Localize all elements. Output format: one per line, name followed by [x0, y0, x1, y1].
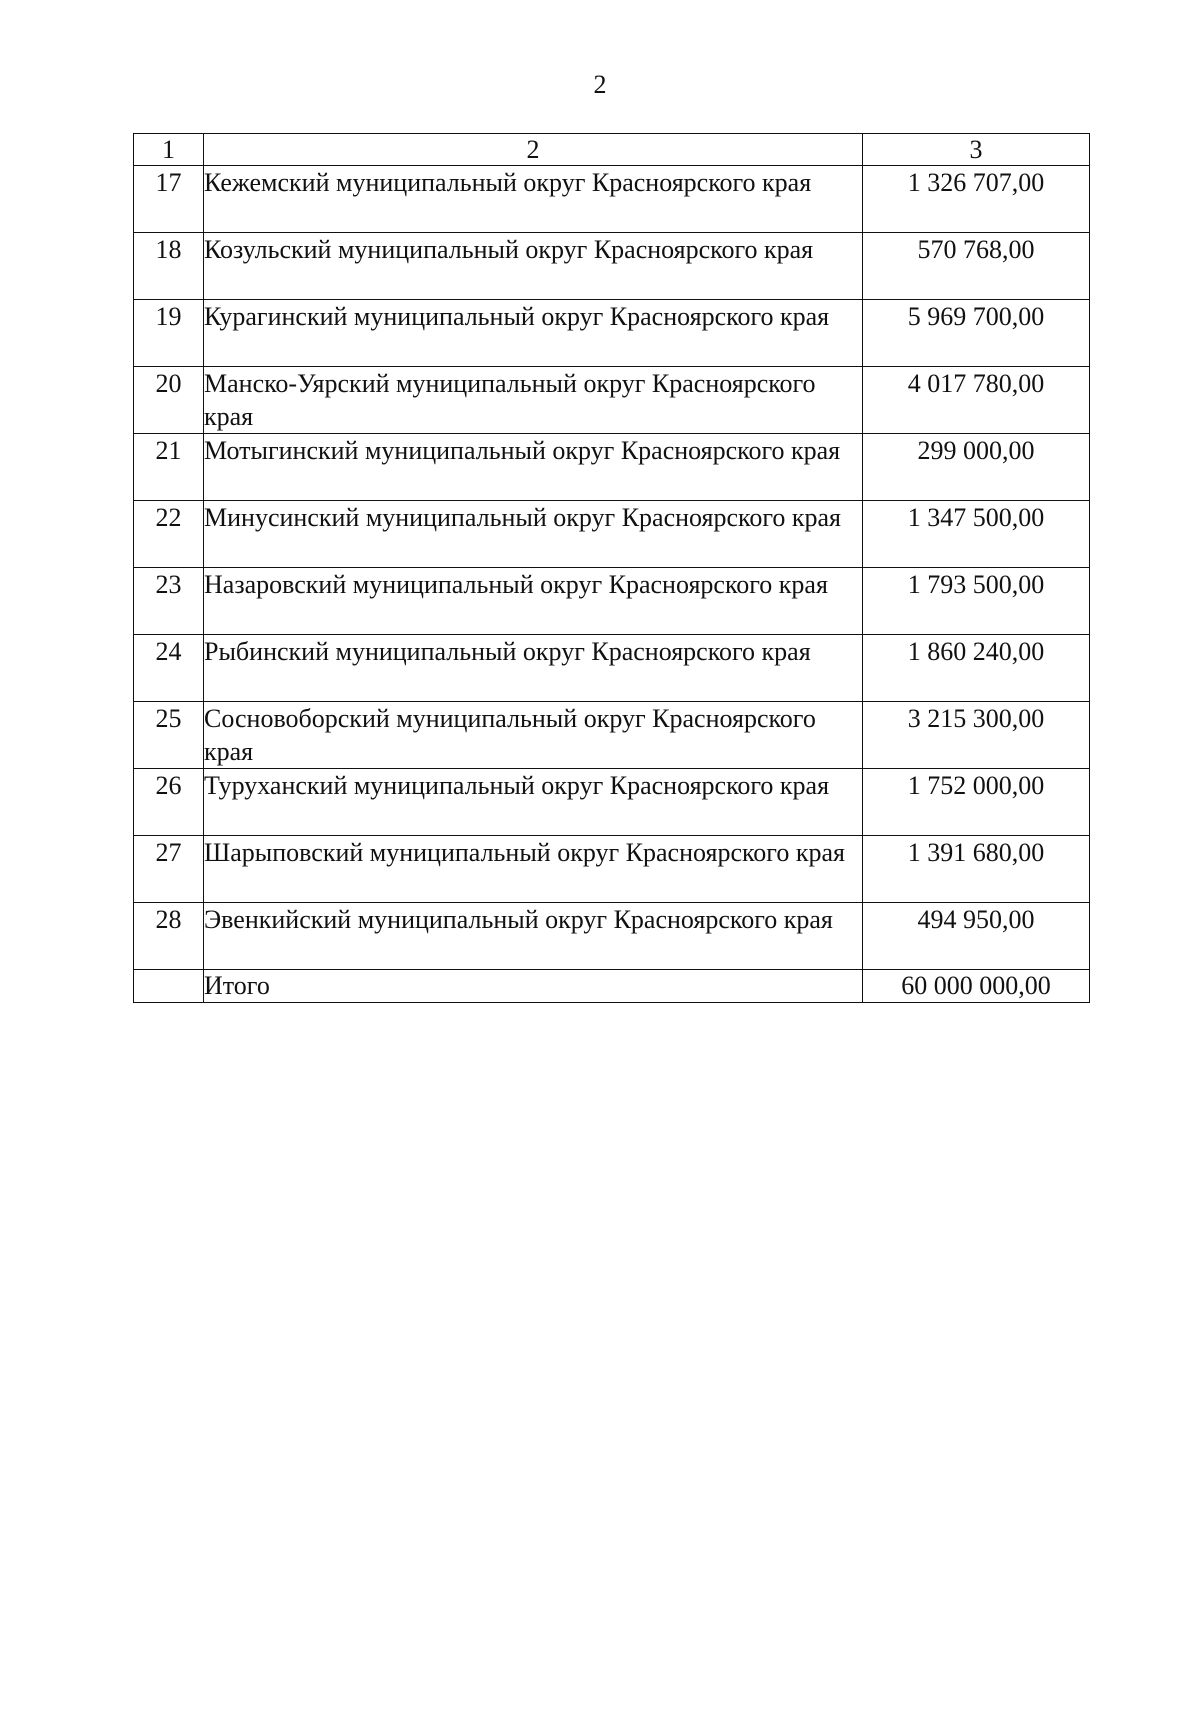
row-sum: 570 768,00 [863, 233, 1090, 300]
row-name: Шарыповский муниципальный округ Красноярского края [204, 836, 863, 903]
row-sum: 494 950,00 [863, 903, 1090, 970]
row-sum: 1 793 500,00 [863, 568, 1090, 635]
table-body [134, 134, 1090, 1003]
row-name: Назаровский муниципальный округ Красноярского края [204, 568, 863, 635]
row-number: 25 [134, 702, 204, 769]
column-sum-header: 3 [863, 134, 1090, 166]
row-number: 22 [134, 501, 204, 568]
row-name: Эвенкийский муниципальный округ Красноярского края [204, 903, 863, 970]
table-row [134, 233, 1090, 300]
table-row [134, 434, 1090, 501]
row-number: 26 [134, 769, 204, 836]
row-sum: 5 969 700,00 [863, 300, 1090, 367]
row-number: 18 [134, 233, 204, 300]
row-name: Козульский муниципальный округ Красноярского края [204, 233, 863, 300]
total-label: Итого [204, 970, 863, 1003]
row-name: Рыбинский муниципальный округ Красноярского края [204, 635, 863, 702]
table-row [134, 166, 1090, 233]
table-row [134, 836, 1090, 903]
row-number: 23 [134, 568, 204, 635]
column-name-header: 2 [204, 134, 863, 166]
row-number: 19 [134, 300, 204, 367]
row-number: 24 [134, 635, 204, 702]
row-sum: 1 860 240,00 [863, 635, 1090, 702]
table-row [134, 367, 1090, 434]
row-sum: 299 000,00 [863, 434, 1090, 501]
row-sum: 1 752 000,00 [863, 769, 1090, 836]
row-number: 27 [134, 836, 204, 903]
table-row [134, 300, 1090, 367]
table-header-row [134, 134, 1090, 166]
row-name: Кежемский муниципальный округ Красноярского края [204, 166, 863, 233]
row-number: 20 [134, 367, 204, 434]
row-sum: 1 326 707,00 [863, 166, 1090, 233]
row-name: Туруханский муниципальный округ Красноярского края [204, 769, 863, 836]
row-name: Минусинский муниципальный округ Красноярского края [204, 501, 863, 568]
row-sum: 1 347 500,00 [863, 501, 1090, 568]
row-sum: 4 017 780,00 [863, 367, 1090, 434]
row-name: Курагинский муниципальный округ Красноярского края [204, 300, 863, 367]
table-row [134, 635, 1090, 702]
table-row [134, 568, 1090, 635]
total-number [134, 970, 204, 1003]
row-sum: 3 215 300,00 [863, 702, 1090, 769]
row-name: Мотыгинский муниципальный округ Красноярского края [204, 434, 863, 501]
row-sum: 1 391 680,00 [863, 836, 1090, 903]
column-number-header: 1 [134, 134, 204, 166]
total-sum: 60 000 000,00 [863, 970, 1090, 1003]
table-row [134, 903, 1090, 970]
table-row [134, 769, 1090, 836]
row-number: 28 [134, 903, 204, 970]
row-number: 17 [134, 166, 204, 233]
row-number: 21 [134, 434, 204, 501]
row-name: Сосновоборский муниципальный округ Красноярского края [204, 702, 863, 769]
page-number: 2 [593, 70, 607, 99]
distribution-table [133, 133, 1090, 1003]
table-row [134, 501, 1090, 568]
row-name: Манско-Уярский муниципальный округ Красноярского края [204, 367, 863, 434]
table-total-row [134, 970, 1090, 1003]
table-row [134, 702, 1090, 769]
